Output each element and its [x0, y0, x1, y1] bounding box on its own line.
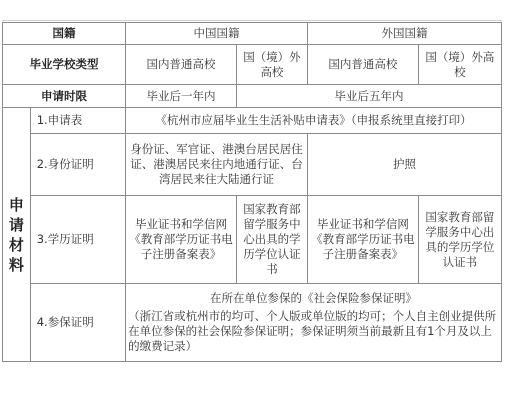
row-1-content: 《杭州市应届毕业生生活补贴申请表》（申报系统里直接打印）: [126, 108, 502, 134]
chinese-nationality-cell: 中国国籍: [126, 23, 308, 45]
row-4-note: （浙江省或杭州市的均可、个人版或单位版的均可；个人自主创业提供所在单位参保的社会保险参保证明；参保证明须当前最新且有1个月及以上的缴费记录）: [128, 309, 497, 353]
row-3-item-label: 3.学历证明: [30, 196, 125, 284]
materials-label: 申 请 材 料: [3, 108, 31, 362]
school-type-header: 毕业学校类型: [3, 45, 126, 85]
row-3-chinese-overseas: 国家教育部留学服务中心出具的学历学位认证书: [236, 196, 307, 284]
row-2-item-label: 2.身份证明: [30, 134, 125, 196]
subsidy-requirements-table: [2, 22, 502, 362]
row-3-foreign-overseas: 国家教育部留学服务中心出具的学历学位认证书: [418, 196, 501, 284]
foreign-nationality-cell: 外国国籍: [307, 23, 501, 45]
time-limit-one-year-cell: 毕业后一年内: [126, 85, 237, 108]
chinese-domestic-school-cell: 国内普通高校: [126, 45, 237, 85]
cropped-top-area: [0, 0, 519, 22]
row-3-chinese-domestic: 毕业证书和学信网《教育部学历证书电子注册备案表》: [126, 196, 237, 284]
row-4-title: 在所在单位参保的《社会保险参保证明》: [210, 291, 418, 305]
cropped-border-line: [2, 20, 502, 21]
chinese-overseas-school-cell: 国（境）外高校: [236, 45, 307, 85]
foreign-domestic-school-cell: 国内普通高校: [307, 45, 418, 85]
row-4-content: [126, 284, 502, 362]
time-limit-five-years-cell: 毕业后五年内: [236, 85, 501, 108]
row-3-foreign-domestic: 毕业证书和学信网《教育部学历证书电子注册备案表》: [307, 196, 418, 284]
row-1-item-label: 1.申请表: [30, 108, 125, 134]
row-2-foreign-content: 护照: [307, 134, 501, 196]
row-2-chinese-content: 身份证、军官证、港澳台居民居住证、港澳居民来往内地通行证、台湾居民来往大陆通行证: [126, 134, 308, 196]
row-4-item-label: 4.参保证明: [30, 284, 125, 362]
foreign-overseas-school-cell: 国（境）外高校: [418, 45, 501, 85]
nationality-header: 国籍: [3, 23, 126, 45]
time-limit-header: 申请时限: [3, 85, 126, 108]
